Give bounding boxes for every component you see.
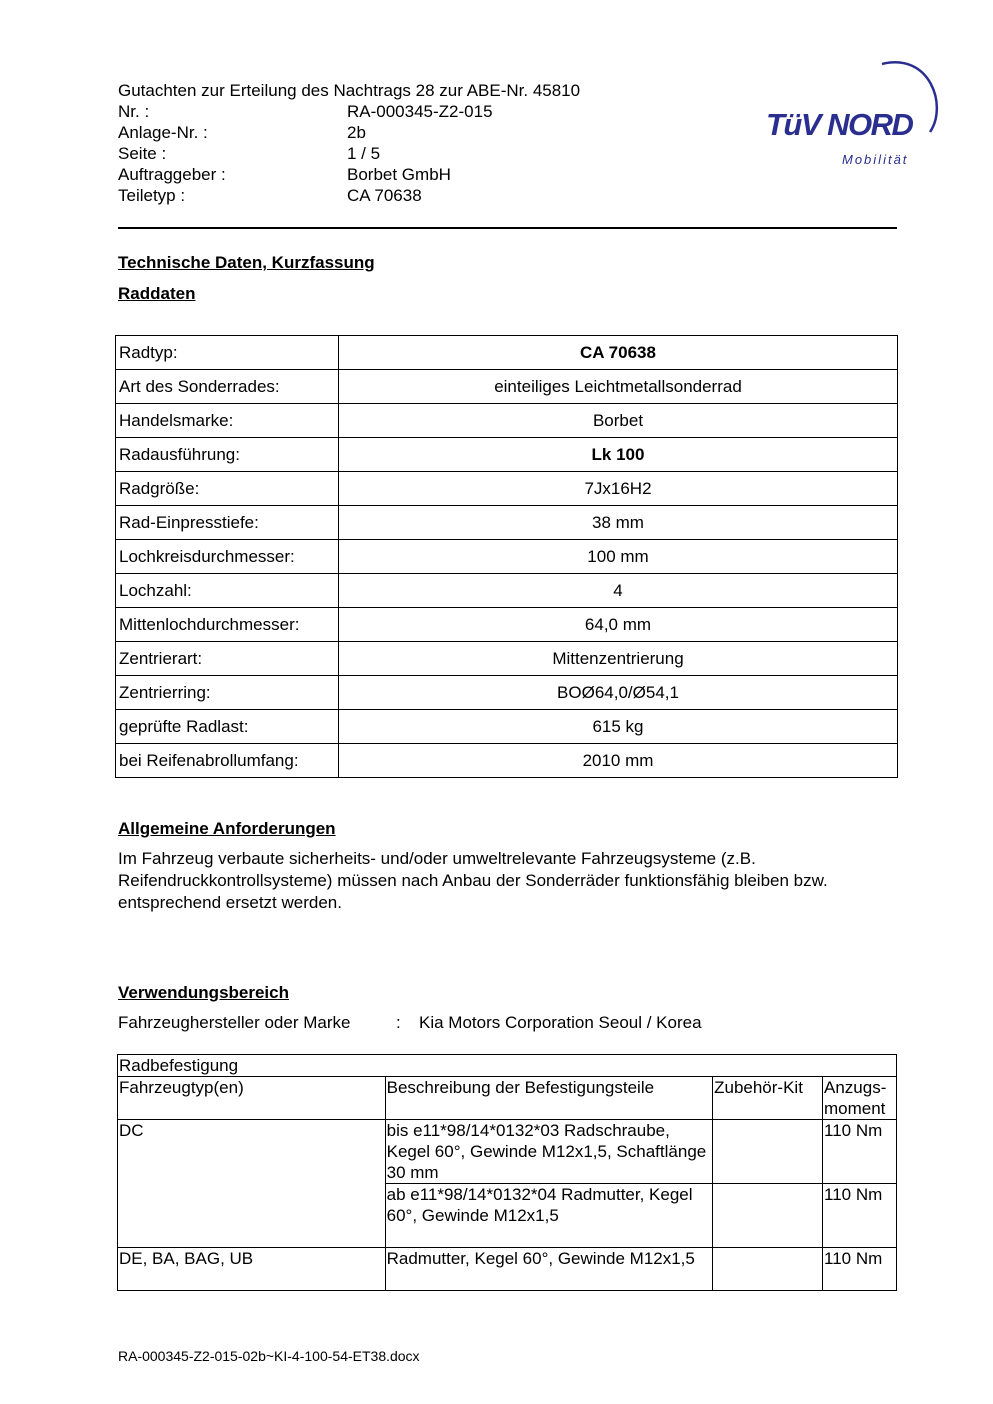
raddaten-value: 100 mm	[339, 540, 898, 574]
section-title-raddaten: Raddaten	[118, 284, 196, 303]
header-cell-beschreibung: Beschreibung der Befestigungsteile	[385, 1077, 713, 1120]
table-row	[116, 710, 898, 744]
header-cell-moment: Anzugs-moment	[823, 1077, 897, 1120]
raddaten-label: geprüfte Radlast:	[116, 710, 339, 744]
raddaten-label: Radtyp:	[116, 336, 339, 370]
header-label: Teiletyp :	[118, 186, 186, 205]
header-label: Seite :	[118, 144, 167, 163]
raddaten-value: einteiliges Leichtmetallsonderrad	[339, 370, 898, 404]
cell-moment: 110 Nm	[823, 1120, 897, 1184]
header-cell-kit: Zubehör-Kit	[713, 1077, 823, 1120]
header-value: CA 70638	[347, 186, 422, 205]
raddaten-label: bei Reifenabrollumfang:	[116, 744, 339, 778]
raddaten-value: BOØ64,0/Ø54,1	[339, 676, 898, 710]
table-row	[118, 1248, 897, 1291]
table-row	[116, 676, 898, 710]
footer-filename: RA-000345-Z2-015-02b~KI-4-100-54-ET38.docx	[118, 1348, 420, 1364]
table-row	[116, 642, 898, 676]
cell-kit	[713, 1248, 823, 1291]
table-row	[116, 506, 898, 540]
header-value: 2b	[347, 123, 366, 142]
cell-moment: 110 Nm	[823, 1248, 897, 1291]
header-label: Auftraggeber :	[118, 165, 226, 184]
table-row	[116, 404, 898, 438]
logo-sub-text: Mobilität	[842, 152, 909, 167]
raddaten-value: 64,0 mm	[339, 608, 898, 642]
raddaten-label: Lochkreisdurchmesser:	[116, 540, 339, 574]
document-title: Gutachten zur Erteilung des Nachtrags 28 zur ABE-Nr. 45810	[118, 81, 581, 100]
raddaten-value: CA 70638	[339, 336, 898, 370]
raddaten-value: Lk 100	[339, 438, 898, 472]
header-value: RA-000345-Z2-015	[347, 102, 493, 121]
raddaten-value: 4	[339, 574, 898, 608]
raddaten-label: Radgröße:	[116, 472, 339, 506]
raddaten-label: Mittenlochdurchmesser:	[116, 608, 339, 642]
befestigung-title: Radbefestigung	[118, 1055, 897, 1077]
raddaten-label: Handelsmarke:	[116, 404, 339, 438]
raddaten-value: Borbet	[339, 404, 898, 438]
raddaten-value: Mittenzentrierung	[339, 642, 898, 676]
raddaten-label: Rad-Einpresstiefe:	[116, 506, 339, 540]
header-cell-typ: Fahrzeugtyp(en)	[118, 1077, 386, 1120]
cell-beschreibung: Radmutter, Kegel 60°, Gewinde M12x1,5	[385, 1248, 713, 1291]
raddaten-value: 615 kg	[339, 710, 898, 744]
header-value: 1 / 5	[347, 144, 381, 163]
cell-typ: DC	[118, 1120, 386, 1248]
header-label: Anlage-Nr. :	[118, 123, 208, 142]
table-row	[116, 744, 898, 778]
header-divider	[118, 227, 897, 229]
table-row	[116, 540, 898, 574]
requirements-text: Im Fahrzeug verbaute sicherheits- und/oder umweltrelevante Fahrzeugsysteme (z.B. Reifendruckkontrollsysteme) müssen nach Anbau der Sonderräder funktionsfähig bleiben bzw. entsprechend ersetzt werden.	[118, 849, 828, 912]
section-title-usage: Verwendungsbereich	[118, 983, 289, 1002]
section-title-requirements: Allgemeine Anforderungen	[118, 819, 336, 838]
table-row	[116, 336, 898, 370]
tuv-nord-logo	[762, 56, 942, 172]
cell-kit	[713, 1184, 823, 1248]
header-label: Nr. :	[118, 102, 150, 121]
befestigung-table	[117, 1054, 897, 1291]
table-row	[116, 370, 898, 404]
raddaten-label: Zentrierring:	[116, 676, 339, 710]
cell-beschreibung: ab e11*98/14*0132*04 Radmutter, Kegel 60°, Gewinde M12x1,5	[385, 1184, 713, 1248]
table-row	[116, 472, 898, 506]
raddaten-value: 38 mm	[339, 506, 898, 540]
raddaten-value: 2010 mm	[339, 744, 898, 778]
raddaten-label: Lochzahl:	[116, 574, 339, 608]
cell-beschreibung: bis e11*98/14*0132*03 Radschraube, Kegel 60°, Gewinde M12x1,5, Schaftlänge 30 mm	[385, 1120, 713, 1184]
raddaten-label: Art des Sonderrades:	[116, 370, 339, 404]
raddaten-label: Zentrierart:	[116, 642, 339, 676]
table-row	[116, 574, 898, 608]
befestigung-header-row	[118, 1077, 897, 1120]
raddaten-table	[115, 335, 898, 778]
section-title-technical: Technische Daten, Kurzfassung	[118, 253, 375, 272]
raddaten-label: Radausführung:	[116, 438, 339, 472]
usage-label: Fahrzeughersteller oder Marke	[118, 1013, 351, 1032]
cell-kit	[713, 1120, 823, 1184]
cell-typ: DE, BA, BAG, UB	[118, 1248, 386, 1291]
usage-separator: :	[396, 1013, 401, 1032]
raddaten-value: 7Jx16H2	[339, 472, 898, 506]
table-row	[116, 438, 898, 472]
header-value: Borbet GmbH	[347, 165, 451, 184]
raddaten-table-body	[116, 336, 898, 778]
cell-moment: 110 Nm	[823, 1184, 897, 1248]
logo-brand-text: TüV NORD	[766, 107, 913, 142]
table-row	[116, 608, 898, 642]
befestigung-title-row	[118, 1055, 897, 1077]
table-row	[118, 1120, 897, 1184]
usage-value: Kia Motors Corporation Seoul / Korea	[419, 1013, 702, 1032]
